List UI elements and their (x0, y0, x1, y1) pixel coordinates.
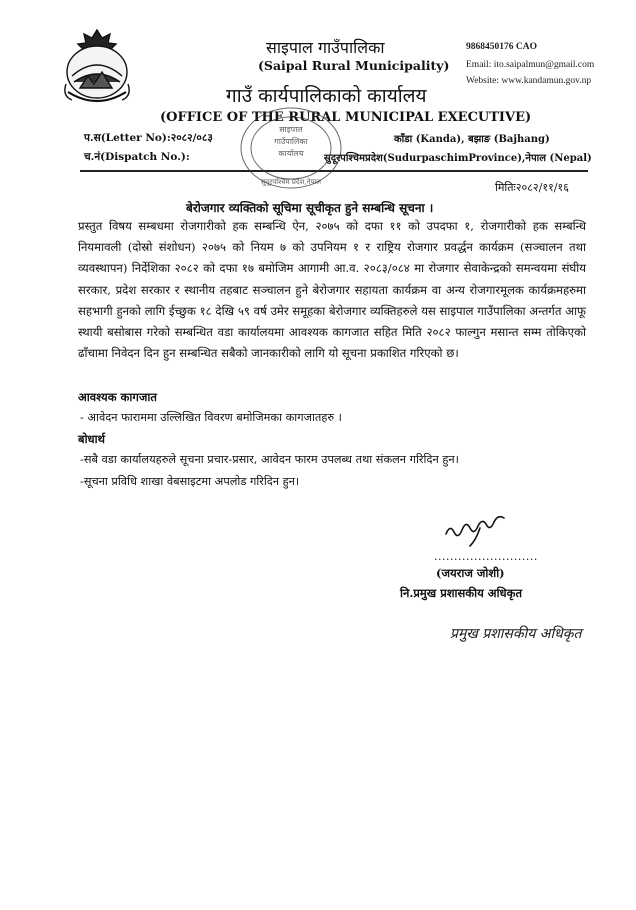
executive-office-english: (OFFICE OF THE RURAL MUNICIPAL EXECUTIVE) (160, 110, 532, 125)
signature-line: .......................... (434, 550, 538, 563)
notice-body-paragraph: प्रस्तुत विषय सम्बधमा रोजगारीको हक सम्बन्धि ऐन, २०७५ को दफा ११ को उपदफा १, रोजगारीको हक सम्बन्धि नियमावली (दोस्रो संशोधन) २०७५ को नियम ७ को उपनियम १ र राष्ट्रिय रोजगार प्रवर्द्धन कार्यक्रम (सञ्चालन तथा व्यवस्थापन) निर्देशिका २०८२ को दफा १७ बमोजिम आगामी आ.व. २०८३/०८४ मा रोजगार सेवाकेन्द्रको समन्वयमा संघीय सरकार, प्रदेश सरकार र स्थानीय तहबाट सञ्चालन हुने बेरोजगार सहायता कार्यक्रम वा अन्य रोजगारमूलक कार्यक्रमहरुमा सहभागी हुनको लागि ईच्छुक १८ देखि ५९ वर्ष उमेर समूहका बेरोजगार व्यक्तिहरुले यस साइपाल गाउँपालिका अन्तर्गत आफू स्थायी बसोबास गरेको सम्बन्धित वडा कार्यालयमा आवश्यक कागजात सहित मिति २०८२ फाल्गुन मसान्त सम्म तोकिएको ढाँचामा निवेदन दिन हुन सम्बन्धित सबैको जानकारीको लागि यो सूचना प्रकाशित गरिएको छ। (78, 219, 586, 361)
phone-number: 9868450176 CAO (466, 42, 537, 52)
bodhartha-item-1: -सबै वडा कार्यालयहरुले सूचना प्रचार-प्रसार, आवेदन फारम उपलब्ध तथा संकलन गरिदिन हुन। (80, 453, 459, 466)
stamp-line-3: कार्यालय (278, 149, 304, 158)
dispatch-number: च.नं(Dispatch No.): (84, 151, 190, 163)
office-seal-stamp (236, 104, 346, 192)
bodhartha-item-2: -सूचना प्रविधि शाखा वेबसाइटमा अपलोड गरिदिन हुन। (80, 475, 300, 488)
required-docs-heading: आवश्यक कागजात (78, 390, 157, 404)
notice-subject: बेरोजगार व्यक्तिको सूचिमा सूचीकृत हुने सम्बन्धि सूचना । (186, 201, 434, 215)
email-address: Email: ito.saipalmun@gmail.com (466, 60, 595, 70)
required-doc-item: - आवेदन फाराममा उल्लिखित विवरण बमोजिमका कागजातहरु । (80, 411, 342, 424)
bodhartha-heading: बोधार्थ (78, 432, 105, 446)
address-district: काँडा (Kanda), बझाङ (Bajhang) (394, 134, 550, 145)
office-name-english: (Saipal Rural Municipality) (258, 58, 450, 73)
stamp-line-4: सुदूरपश्चिम प्रदेश,नेपाल (260, 178, 322, 186)
executive-office-nepali: गाउँ कार्यपालिकाको कार्यालय (226, 85, 427, 107)
website-address: Website: www.kandamun.gov.np (466, 76, 592, 86)
nepal-emblem-icon (58, 26, 136, 110)
letter-number: प.स(Letter No):२०८२/०८३ (84, 132, 213, 144)
stamp-line-1: साइपाल (279, 125, 303, 134)
notice-date: मितिः२०८२/११/१६ (495, 181, 569, 194)
signatory-title: नि.प्रमुख प्रशासकीय अधिकृत (400, 586, 523, 600)
handwritten-signature (440, 510, 510, 550)
signatory-name: (जयराज जोशी) (436, 566, 505, 580)
stamp-line-2: गाउँपालिका (274, 137, 308, 146)
address-province: सुदूरपश्चिमप्रदेश(SudurpaschimProvince),नेपाल (Nepal) (324, 153, 592, 164)
office-name-nepali: साइपाल गाउँपालिका (266, 38, 385, 57)
designation-stamp: प्रमुख प्रशासकीय अधिकृत (450, 626, 582, 642)
